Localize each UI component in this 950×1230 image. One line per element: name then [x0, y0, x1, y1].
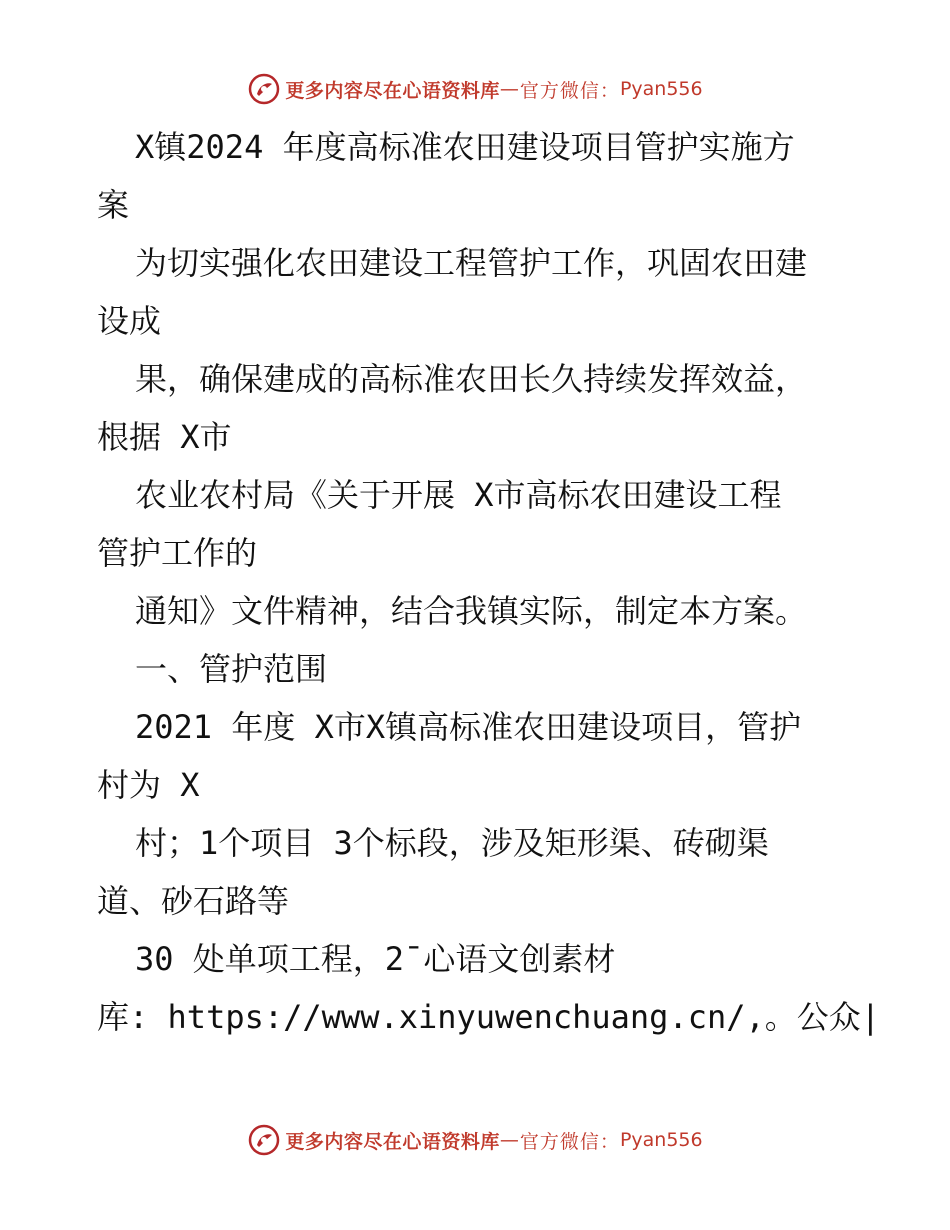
- text-line: 道、砂石路等: [97, 882, 290, 920]
- banner-account: Pyan556: [619, 78, 703, 100]
- text-line: X镇2024 年度高标准农田建设项目管护实施方: [135, 128, 795, 166]
- text-line: 村为 X: [97, 766, 200, 804]
- text-line: 设成: [97, 302, 162, 340]
- banner-dash: —: [499, 78, 520, 100]
- brand-logo-icon: [247, 1123, 281, 1157]
- banner-side-text: 官方微信：: [519, 79, 620, 102]
- banner-account: Pyan556: [619, 1129, 703, 1151]
- text-line: 管护工作的: [97, 534, 258, 572]
- document-body: [97, 118, 881, 1046]
- brand-logo-icon: [247, 72, 281, 106]
- header-watermark-banner: [0, 71, 950, 107]
- banner-main-text: 更多内容尽在心语资料库: [285, 1130, 500, 1153]
- text-line: 农业农村局《关于开展 X市高标农田建设工程: [135, 476, 782, 514]
- banner-dash: —: [499, 1129, 520, 1151]
- text-line: 果，确保建成的高标准农田长久持续发挥效益，: [135, 360, 808, 398]
- text-line: 村；1个项目 3个标段，涉及矩形渠、砖砌渠: [135, 824, 769, 862]
- text-line: 根据 X市: [97, 418, 232, 456]
- banner-side-text: 官方微信：: [519, 1130, 620, 1153]
- text-line: 库: https://www.xinyuwenchuang.cn/,。公众|: [97, 998, 881, 1036]
- text-line: 一、管护范围: [135, 650, 328, 688]
- text-line: 30 处单项工程，2¯心语文创素材: [135, 940, 616, 978]
- footer-watermark-banner: [0, 1122, 950, 1158]
- text-line: 为切实强化农田建设工程管护工作，巩固农田建: [135, 244, 808, 282]
- text-line: 案: [97, 186, 130, 224]
- text-line: 2021 年度 X市X镇高标准农田建设项目，管护: [135, 708, 802, 746]
- banner-main-text: 更多内容尽在心语资料库: [285, 79, 500, 102]
- text-line: 通知》文件精神，结合我镇实际，制定本方案。: [135, 592, 808, 630]
